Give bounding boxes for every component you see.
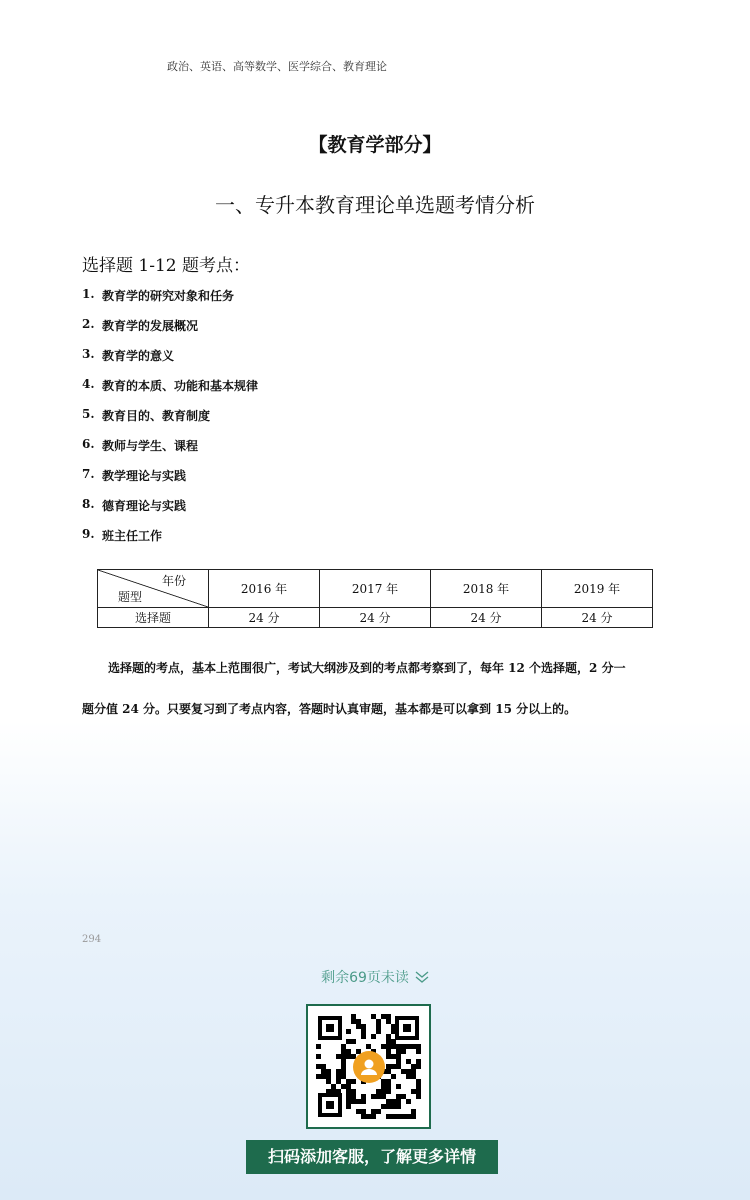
list-item xyxy=(82,467,258,497)
corner-type-label: 题型 xyxy=(118,590,143,604)
score-cell: 24 分 xyxy=(320,608,431,628)
item-number: 5. xyxy=(82,407,95,421)
item-text: 教育学的意义 xyxy=(102,349,175,363)
table-row xyxy=(98,608,653,628)
sub-title: 一、专升本教育理论单选题考情分析 xyxy=(215,193,535,217)
item-text: 教育学的发展概况 xyxy=(102,319,199,333)
item-text: 教育目的、教育制度 xyxy=(102,409,211,423)
topic-list xyxy=(82,287,258,557)
item-number: 8. xyxy=(82,497,95,511)
section-title: 【教育学部分】 xyxy=(308,134,442,156)
item-text: 教育学的研究对象和任务 xyxy=(102,289,235,303)
avatar-icon xyxy=(353,1051,385,1083)
item-text: 教育的本质、功能和基本规律 xyxy=(102,379,259,393)
remaining-pages-text: 剩余69页未读 xyxy=(321,970,409,986)
list-item xyxy=(82,437,258,467)
item-number: 6. xyxy=(82,437,95,451)
item-text: 德育理论与实践 xyxy=(102,499,187,513)
year-header: 2016 年 xyxy=(209,570,320,608)
year-header: 2019 年 xyxy=(542,570,653,608)
corner-year-label: 年份 xyxy=(161,574,186,588)
item-number: 7. xyxy=(82,467,95,481)
header-subjects: 政治、英语、高等数学、医学综合、教育理论 xyxy=(167,60,387,73)
corner-cell xyxy=(98,570,209,608)
remaining-pages-link[interactable] xyxy=(0,967,750,987)
list-item xyxy=(82,527,258,557)
list-item xyxy=(82,377,258,407)
score-cell: 24 分 xyxy=(542,608,653,628)
score-cell: 24 分 xyxy=(209,608,320,628)
list-item xyxy=(82,347,258,377)
item-number: 4. xyxy=(82,377,95,391)
item-number: 2. xyxy=(82,317,95,331)
item-number: 3. xyxy=(82,347,95,361)
score-table xyxy=(97,569,653,628)
paragraph-line-1: 选择题的考点，基本上范围很广，考试大纲涉及到的考点都考察到了，每年 12 个选择题，2 分一 xyxy=(108,661,626,675)
points-heading: 选择题 1-12 题考点： xyxy=(82,256,250,276)
item-text: 教学理论与实践 xyxy=(102,469,187,483)
item-text: 教师与学生、课程 xyxy=(102,439,199,453)
table-header-row xyxy=(98,570,653,608)
item-text: 班主任工作 xyxy=(102,529,163,543)
list-item xyxy=(82,497,258,527)
score-cell: 24 分 xyxy=(431,608,542,628)
item-number: 9. xyxy=(82,527,95,541)
list-item xyxy=(82,287,258,317)
list-item xyxy=(82,317,258,347)
row-label: 选择题 xyxy=(98,608,209,628)
paragraph-line-2: 题分值 24 分。只要复习到了考点内容，答题时认真审题，基本都是可以拿到 15 分以上的。 xyxy=(82,702,577,716)
contact-service-button[interactable]: 扫码添加客服，了解更多详情 xyxy=(246,1140,498,1174)
year-header: 2018 年 xyxy=(431,570,542,608)
list-item xyxy=(82,407,258,437)
chevron-down-icon xyxy=(415,971,429,987)
page-number: 294 xyxy=(82,934,102,945)
year-header: 2017 年 xyxy=(320,570,431,608)
item-number: 1. xyxy=(82,287,95,301)
